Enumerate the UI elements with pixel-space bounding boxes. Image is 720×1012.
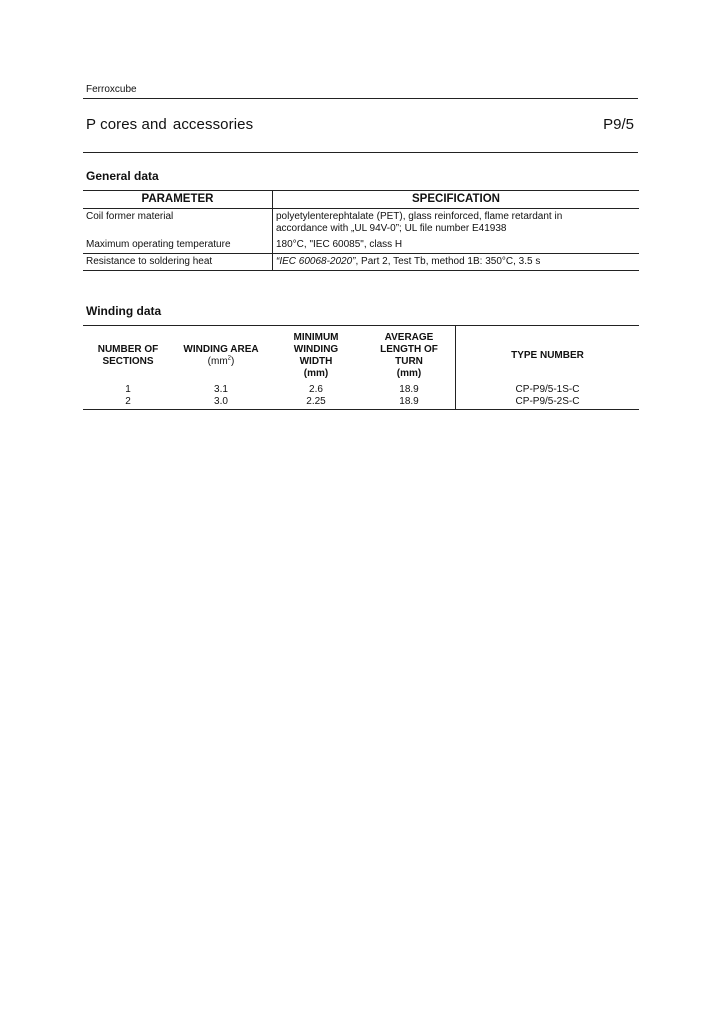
- winding-data-table: [83, 325, 639, 410]
- sections-cell: 2: [83, 396, 173, 410]
- header-line: SECTIONS: [102, 356, 154, 367]
- header-line: WINDING AREA: [183, 344, 259, 355]
- type-number-cell: CP-P9/5-1S-C: [515, 384, 580, 395]
- header-rule-top: [83, 98, 638, 99]
- length-cell: 18.9: [363, 396, 456, 410]
- spec-line: accordance with „UL 94V-0”; UL file number E41938: [276, 223, 507, 234]
- header-line: WIDTH: [299, 356, 333, 367]
- col-winding-area: [173, 326, 269, 385]
- general-data-table: [83, 190, 639, 271]
- winding-data-heading: Winding data: [86, 304, 162, 318]
- table-row: [83, 237, 639, 254]
- header-unit: $(mm^2)$: [207, 355, 235, 367]
- table-row: [83, 254, 639, 271]
- product-code: P9/5: [603, 116, 634, 133]
- length-cell: 18.9: [363, 384, 456, 396]
- header-line: MINIMUM: [293, 332, 339, 343]
- parameter-cell: Resistance to soldering heat: [83, 254, 273, 271]
- spec-line: polyetylenterephtalate (PET), glass reinforced, flame retardant in: [276, 211, 563, 222]
- header-rule-bottom: [83, 152, 638, 153]
- general-data-heading: General data: [86, 169, 159, 183]
- spec-rest: , Part 2, Test Tb, method 1B: 350°C, 3.5 s: [355, 256, 541, 267]
- col-number-of-sections: [83, 326, 173, 385]
- width-cell: 2.6: [309, 384, 323, 395]
- page-title-part1: P cores and: [86, 116, 167, 133]
- specification-cell: [273, 209, 640, 238]
- general-table-header: [83, 191, 639, 209]
- width-cell: 2.25: [269, 396, 363, 410]
- header-line: LENGTH OF: [380, 344, 438, 355]
- company-name: Ferroxcube: [86, 84, 137, 95]
- table-row: [83, 384, 639, 396]
- specification-cell: 180°C, "IEC 60085", class H: [276, 239, 403, 250]
- specification-cell: [273, 254, 640, 271]
- page-title-part2: accessories: [172, 116, 254, 133]
- col-specification: SPECIFICATION: [273, 191, 640, 209]
- header-line: WINDING: [293, 344, 339, 355]
- winding-table-header: [83, 326, 639, 385]
- col-minimum-winding-width: [269, 326, 363, 385]
- type-number-cell: CP-P9/5-2S-C: [456, 396, 640, 410]
- header-line: (mm): [303, 368, 329, 379]
- header-line: TURN: [395, 356, 423, 367]
- parameter-cell: Coil former material: [83, 209, 273, 238]
- header-line: NUMBER OF: [97, 344, 159, 355]
- table-row: [83, 396, 639, 410]
- sections-cell: 1: [125, 384, 131, 395]
- col-type-number: TYPE NUMBER: [456, 326, 640, 385]
- spec-standard-ref: “IEC 60068-2020”: [276, 256, 356, 267]
- col-average-length-of-turn: [363, 326, 456, 385]
- parameter-cell: Maximum operating temperature: [83, 237, 273, 254]
- area-cell: 3.0: [173, 396, 269, 410]
- header-line: (mm): [396, 368, 422, 379]
- col-parameter: PARAMETER: [83, 191, 273, 209]
- table-row: [83, 209, 639, 238]
- header-line: AVERAGE: [384, 332, 434, 343]
- page-title: [86, 116, 253, 133]
- area-cell: 3.1: [214, 384, 228, 395]
